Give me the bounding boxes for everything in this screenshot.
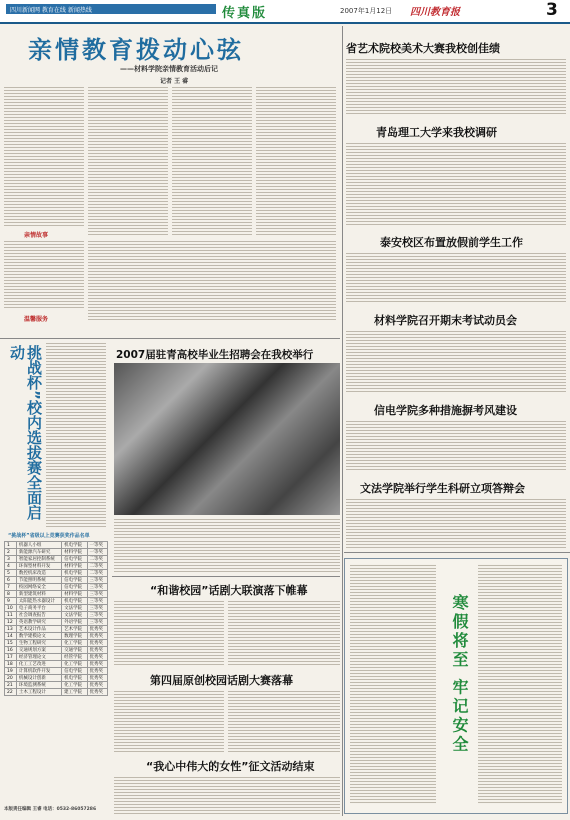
feature-text-block	[88, 240, 336, 320]
article-text-block	[478, 564, 562, 804]
headline-exam-discipline: 信电学院多种措施摒考风建设	[374, 404, 517, 417]
table-row	[5, 647, 108, 654]
table-cell: 优秀奖	[87, 633, 107, 640]
table-cell: 信电学院	[62, 584, 87, 591]
table-cell: 二等奖	[87, 556, 107, 563]
table-cell: 土木工程设计	[16, 689, 61, 696]
feature-text-block	[172, 86, 252, 236]
table-cell: 17	[5, 654, 17, 661]
table-cell: 节能照明系统	[16, 577, 61, 584]
table-caption: “挑战杯”省级以上竞赛获奖作品名单	[8, 533, 90, 539]
table-cell: 艺术学院	[62, 626, 87, 633]
table-cell: 7	[5, 584, 17, 591]
table-row	[5, 549, 108, 556]
table-cell: 建工学院	[62, 689, 87, 696]
feature-text-block	[88, 86, 168, 236]
feature-subhead-1: 亲情故事	[24, 232, 49, 239]
table-cell: 12	[5, 619, 17, 626]
table-cell: 15	[5, 640, 17, 647]
table-cell: 三等奖	[87, 591, 107, 598]
table-cell: 经济管理论文	[16, 654, 61, 661]
table-cell: 三等奖	[87, 619, 107, 626]
table-cell: 信电学院	[62, 577, 87, 584]
article-text-block	[346, 58, 566, 116]
table-cell: 校园网络安全	[16, 584, 61, 591]
table-cell: 优秀奖	[87, 675, 107, 682]
table-cell: 一等奖	[87, 549, 107, 556]
article-text-block	[346, 142, 566, 226]
table-cell: 信电学院	[62, 556, 87, 563]
article-text-block	[346, 498, 566, 548]
table-row	[5, 675, 108, 682]
table-cell: 1	[5, 542, 17, 549]
table-cell: 计算机软件开发	[16, 668, 61, 675]
page-footer: 本版责任编辑 王睿 电话：0532-86057286	[4, 807, 97, 812]
headline-research-defense: 文法学院举行学生科研立项答辩会	[360, 482, 525, 495]
table-cell: 优秀奖	[87, 661, 107, 668]
table-cell: 材料学院	[62, 563, 87, 570]
issue-date: 2007年1月12日	[340, 7, 393, 15]
headline-qingdao-visit: 青岛理工大学来我校调研	[376, 126, 497, 139]
table-cell: 14	[5, 633, 17, 640]
table-cell: 三等奖	[87, 598, 107, 605]
feature-text-block	[4, 86, 84, 226]
article-text-block	[114, 540, 340, 572]
table-cell: 6	[5, 577, 17, 584]
table-cell: 化工工艺改进	[16, 661, 61, 668]
table-cell: 三等奖	[87, 577, 107, 584]
vertical-headline-challenge-cup: 挑战杯”校内选拔赛全面启动	[8, 345, 43, 520]
table-cell: 11	[5, 612, 17, 619]
table-cell: 5	[5, 570, 17, 577]
article-text-block	[346, 420, 566, 472]
table-cell: 外语学院	[62, 619, 87, 626]
table-cell: 数控机床改造	[16, 570, 61, 577]
table-row	[5, 577, 108, 584]
table-cell: 4	[5, 563, 17, 570]
table-row	[5, 563, 108, 570]
table-row	[5, 689, 108, 696]
table-cell: 太阳能热水器设计	[16, 598, 61, 605]
table-cell: 20	[5, 675, 17, 682]
table-cell: 二等奖	[87, 563, 107, 570]
article-text-block	[228, 690, 340, 752]
masthead	[0, 0, 570, 24]
feature-subheadline: ——材料学院亲情教育活动后记	[120, 65, 218, 73]
table-cell: 优秀奖	[87, 689, 107, 696]
table-cell: 文法学院	[62, 612, 87, 619]
divider	[112, 576, 340, 577]
table-cell: 22	[5, 689, 17, 696]
table-cell: 文法学院	[62, 605, 87, 612]
paper-name: 四川教育报	[410, 7, 460, 18]
table-cell: 机电学院	[62, 598, 87, 605]
table-cell: 13	[5, 626, 17, 633]
table-cell: 三等奖	[87, 612, 107, 619]
table-cell: 化工学院	[62, 661, 87, 668]
divider	[0, 338, 340, 339]
table-cell: 机电学院	[62, 542, 87, 549]
table-cell: 18	[5, 661, 17, 668]
article-text-block	[228, 600, 340, 666]
table-cell: 化工学院	[62, 640, 87, 647]
article-text-block	[350, 564, 436, 804]
photo-caption	[114, 518, 340, 538]
table-cell: 材料学院	[62, 591, 87, 598]
headline-art-contest: 省艺术院校美术大赛我校创佳绩	[346, 42, 500, 55]
article-text-block	[346, 330, 566, 394]
table-cell: 艺术设计作品	[16, 626, 61, 633]
table-cell: 优秀奖	[87, 668, 107, 675]
table-cell: 优秀奖	[87, 682, 107, 689]
feature-byline: 记者 王 睿	[160, 78, 189, 85]
table-cell: 三等奖	[87, 584, 107, 591]
table-cell: 21	[5, 682, 17, 689]
essay-headline: “我心中伟大的女性”征文活动结束	[146, 760, 315, 773]
page-number: 3	[546, 0, 558, 20]
table-cell: 电子商务平台	[16, 605, 61, 612]
table-cell: 经管学院	[62, 654, 87, 661]
table-cell: 数理学院	[62, 633, 87, 640]
table-cell: 材料学院	[62, 549, 87, 556]
article-text-block	[114, 600, 224, 666]
photo-headline: 2007届驻青高校毕业生招聘会在我校举行	[116, 349, 314, 361]
table-cell: 生物工程研究	[16, 640, 61, 647]
article-text-block	[46, 342, 106, 527]
feature-text-block	[4, 240, 84, 310]
table-row	[5, 605, 108, 612]
table-cell: 机电学院	[62, 675, 87, 682]
table-cell: 机电学院	[62, 570, 87, 577]
table-cell: 9	[5, 598, 17, 605]
table-cell: 信电学院	[62, 668, 87, 675]
table-cell: 新型建筑材料	[16, 591, 61, 598]
table-row	[5, 654, 108, 661]
feature-subhead-2: 温馨服务	[24, 316, 49, 323]
table-cell: 英语教学研究	[16, 619, 61, 626]
table-row	[5, 661, 108, 668]
table-row	[5, 542, 108, 549]
table-row	[5, 668, 108, 675]
table-cell: 机械设计创新	[16, 675, 61, 682]
drama-contest-headline: 第四届原创校园话剧大赛落幕	[150, 674, 293, 687]
table-cell: 优秀奖	[87, 654, 107, 661]
table-cell: 环保型材料开发	[16, 563, 61, 570]
table-cell: 社会调查报告	[16, 612, 61, 619]
section-title: 传真版	[222, 6, 268, 21]
table-row	[5, 570, 108, 577]
table-cell: 优秀奖	[87, 640, 107, 647]
drama-headline: “和谐校园”话剧大联演落下帷幕	[150, 584, 308, 597]
table-row	[5, 626, 108, 633]
table-cell: 新能源汽车研究	[16, 549, 61, 556]
table-row	[5, 619, 108, 626]
table-cell: 8	[5, 591, 17, 598]
table-row	[5, 633, 108, 640]
table-cell: 交通规划方案	[16, 647, 61, 654]
feature-headline: 亲情教育拨动心弦	[28, 36, 244, 64]
table-cell: 智能家居控制系统	[16, 556, 61, 563]
headline-exam-meeting: 材料学院召开期末考试动员会	[374, 314, 517, 327]
awards-table	[4, 541, 108, 696]
table-cell: 二等奖	[87, 570, 107, 577]
divider	[344, 552, 570, 553]
table-row	[5, 640, 108, 647]
headline-taian-campus: 泰安校区布置放假前学生工作	[380, 236, 523, 249]
article-text-block	[114, 690, 224, 752]
table-cell: 环境监测系统	[16, 682, 61, 689]
table-row	[5, 591, 108, 598]
table-cell: 16	[5, 647, 17, 654]
masthead-bar-text: 四川新闻网 教育在线 新闻热线	[10, 7, 92, 14]
table-cell: 优秀奖	[87, 626, 107, 633]
table-cell: 数学建模论文	[16, 633, 61, 640]
table-cell: 3	[5, 556, 17, 563]
table-cell: 交通学院	[62, 647, 87, 654]
feature-text-block	[256, 86, 336, 236]
table-row	[5, 682, 108, 689]
table-cell: 优秀奖	[87, 647, 107, 654]
table-cell: 一等奖	[87, 542, 107, 549]
job-fair-photo	[114, 363, 340, 515]
article-text-block	[346, 252, 566, 304]
table-cell: 2	[5, 549, 17, 556]
table-cell: 机器人小组	[16, 542, 61, 549]
table-cell: 三等奖	[87, 605, 107, 612]
table-row	[5, 612, 108, 619]
column-divider	[342, 26, 343, 816]
table-cell: 19	[5, 668, 17, 675]
table-cell: 化工学院	[62, 682, 87, 689]
table-cell: 10	[5, 605, 17, 612]
vertical-headline-safety: 寒假将至 牢记安全	[450, 594, 469, 755]
article-text-block	[114, 776, 340, 816]
table-row	[5, 598, 108, 605]
masthead-bar	[6, 4, 216, 14]
table-row	[5, 584, 108, 591]
table-row	[5, 556, 108, 563]
